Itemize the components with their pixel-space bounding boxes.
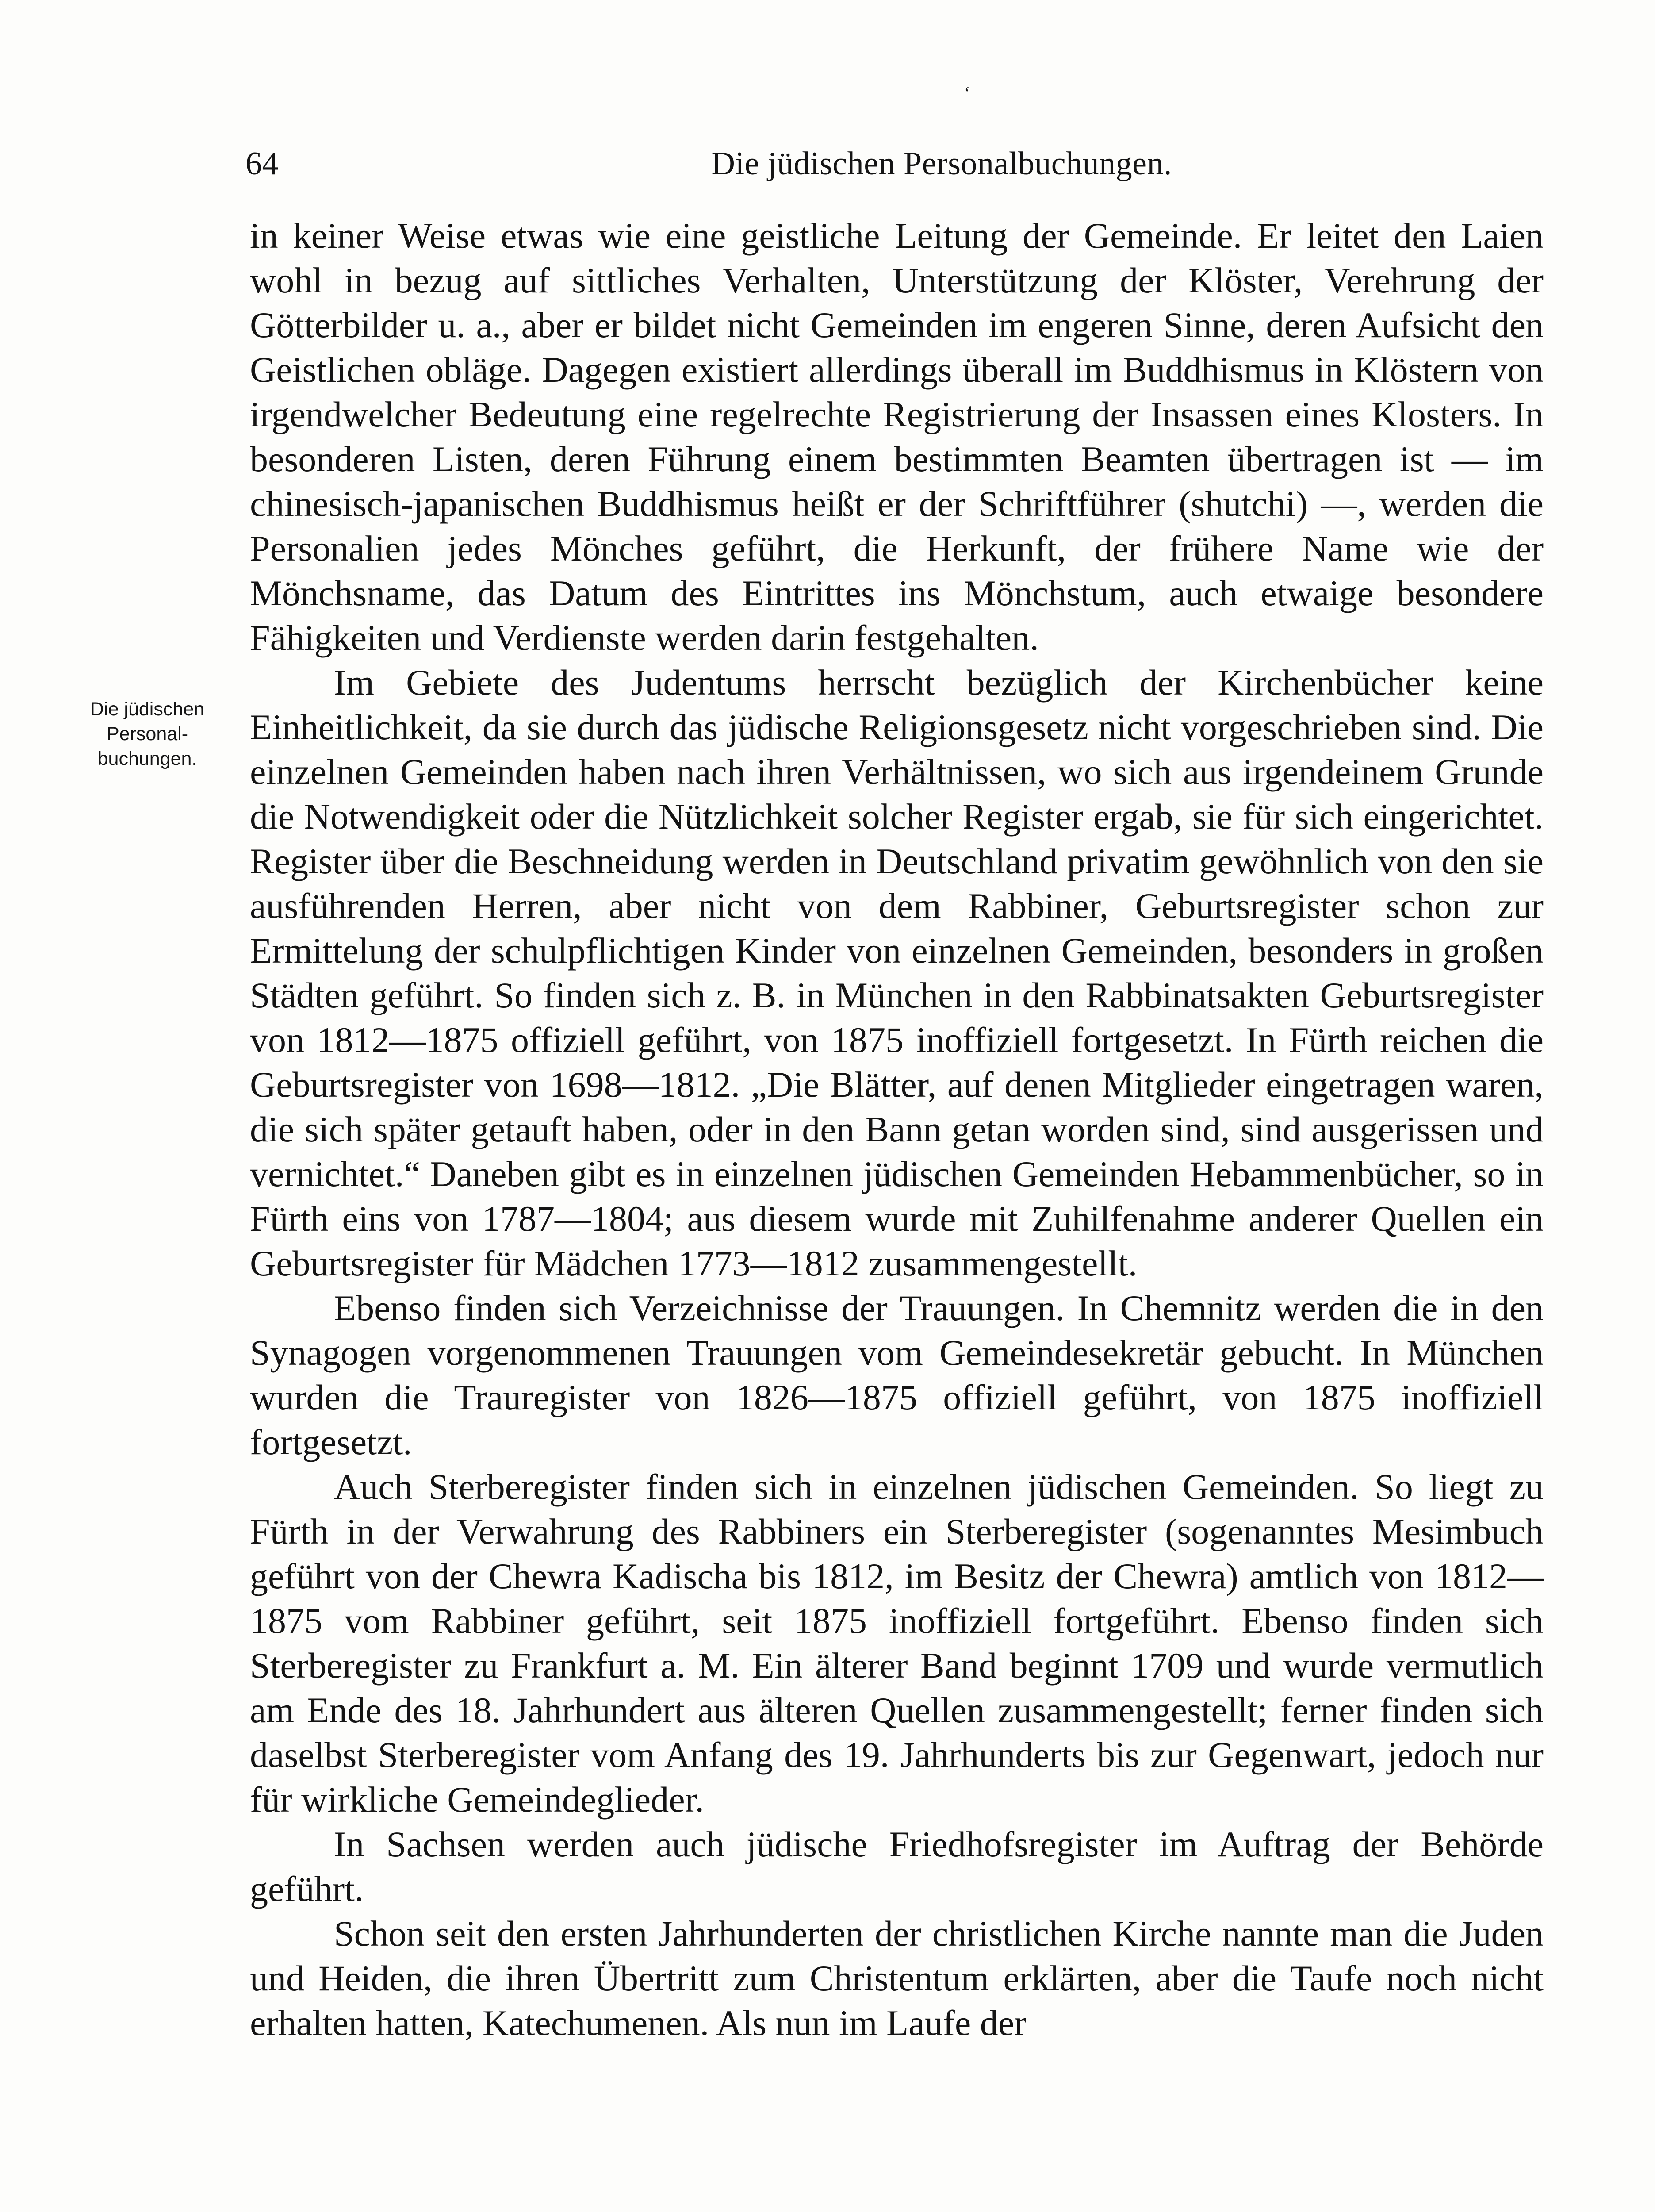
- marginal-note-line: buchungen.: [97, 748, 197, 769]
- paragraph-saxony: In Sachsen werden auch jüdische Friedhofsregister im Auftrag der Behörde geführt.: [250, 1824, 1544, 1909]
- paragraph-catechumens: Schon seit den ersten Jahrhunderten der christlichen Kirche nannte man die Juden und Heiden, die ihren Übertritt zum Christentum erklärten, aber die Taufe noch nicht erhalten hatten, Katechumenen. Als nun im Laufe der: [250, 1913, 1544, 2043]
- marginal-note-line: Die jüdischen: [90, 699, 205, 720]
- paragraph-buddhism: in keiner Weise etwas wie eine geistliche Leitung der Gemeinde. Er leitet den Laien wohl in bezug auf sittliches Verhalten, Unterstützung der Klöster, Verehrung der Götterbilder u. a., aber er bildet nicht Gemeinden im engeren Sinne, deren Aufsicht den Geistlichen obläge. Dagegen existiert allerdings überall im Buddhismus in Klöstern von irgendwelcher Bedeutung eine regelrechte Registrierung der Insassen eines Klosters. In besonderen Listen, deren Führung einem bestimmten Beamten übertragen ist — im chinesisch-japanischen Buddhismus heißt er der Schriftführer (shutchi) —, werden die Personalien jedes Mönches geführt, die Herkunft, der frühere Name wie der Mönchsname, das Datum des Eintrittes ins Mönchstum, auch etwaige besondere Fähigkeiten und Verdienste werden darin festgehalten.: [250, 215, 1544, 658]
- page-header: [245, 135, 1544, 192]
- paragraph-judaism-registers: Im Gebiete des Judentums herrscht bezüglich der Kirchenbücher keine Einheitlichkeit, da sie durch das jüdische Religionsgesetz nicht vorgeschrieben sind. Die einzelnen Gemeinden haben nach ihren Verhältnissen, wo sich aus irgendeinem Grunde die Notwendigkeit oder die Nützlichkeit solcher Register ergab, sie für sich eingerichtet. Register über die Beschneidung werden in Deutschland privatim gewöhnlich von den sie ausführenden Herren, aber nicht von dem Rabbiner, Geburtsregister schon zur Ermittelung der schulpflichtigen Kinder von einzelnen Gemeinden, besonders in großen Städten geführt. So finden sich z. B. in München in den Rabbinatsakten Geburtsregister von 1812—1875 offiziell geführt, von 1875 inoffiziell fortgesetzt. In Fürth reichen die Geburtsregister von 1698—1812. „Die Blätter, auf denen Mitglieder eingetragen waren, die sich später getauft haben, oder in den Bann getan worden sind, sind ausgerissen und vernichtet.“ Daneben gibt es in einzelnen jüdischen Gemeinden Hebammenbücher, so in Fürth eins von 1787—1804; aus diesem wurde mit Zuhilfenahme anderer Quellen ein Geburtsregister für Mädchen 1773—1812 zusammengestellt.: [250, 662, 1544, 1283]
- marginal-note-line: Personal-: [106, 723, 188, 745]
- main-text: [250, 213, 1544, 2186]
- page-number: 64: [245, 145, 279, 182]
- paragraph-marriages: Ebenso finden sich Verzeichnisse der Trauungen. In Chemnitz werden die in den Synagogen vorgenommenen Trauungen vom Gemeindesekretär gebucht. In München wurden die Trauregister von 1826—1875 offiziell geführt, von 1875 inoffiziell fortgesetzt.: [250, 1288, 1544, 1462]
- printer-mark: ‘: [964, 83, 970, 103]
- running-head: Die jüdischen Personalbuchungen.: [711, 145, 1172, 182]
- paragraph-death-registers: Auch Sterberegister finden sich in einzelnen jüdischen Gemeinden. So liegt zu Fürth in der Verwahrung des Rabbiners ein Sterberegister (sogenanntes Mesimbuch geführt von der Chewra Kadischa bis 1812, im Besitz der Chewra) amtlich von 1812—1875 vom Rabbiner geführt, seit 1875 inoffiziell fortgeführt. Ebenso finden sich Sterberegister zu Frankfurt a. M. Ein älterer Band beginnt 1709 und wurde vermutlich am Ende des 18. Jahrhundert aus älteren Quellen zusammengestellt; ferner finden sich daselbst Sterberegister vom Anfang des 19. Jahrhunderts bis zur Gegenwart, jedoch nur für wirkliche Gemeindeglieder.: [250, 1467, 1544, 1820]
- marginal-note: [52, 697, 242, 771]
